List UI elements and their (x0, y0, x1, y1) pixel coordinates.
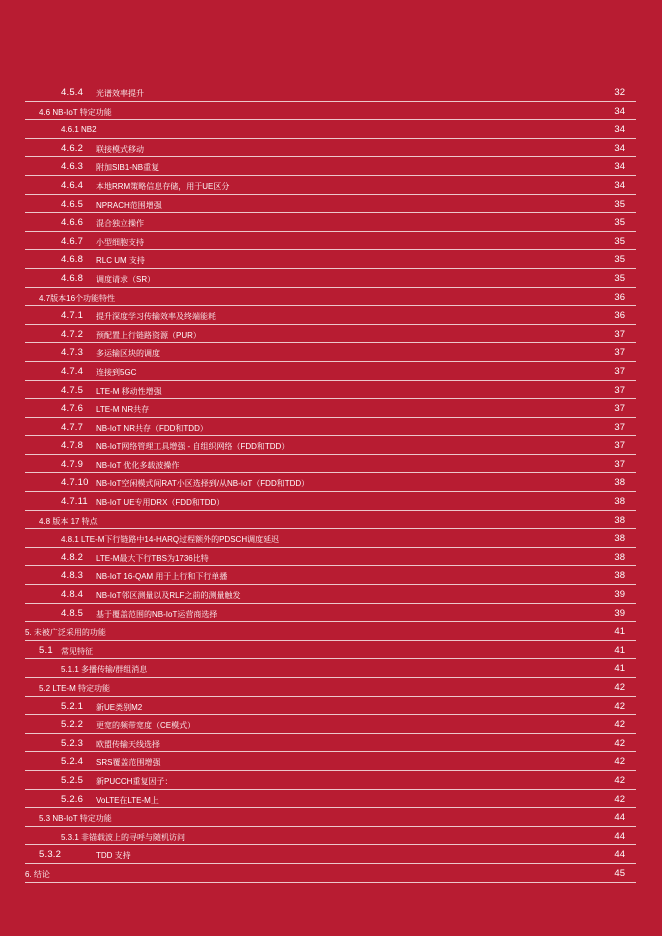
toc-entry-number: 4.6.3 (61, 161, 84, 173)
toc-entry-number: 4.7.6 (61, 403, 84, 415)
toc-entry-page-number: 35 (614, 254, 625, 266)
toc-entry-number: 5.2.6 (61, 793, 84, 805)
toc-entry-title: 连接到5GC (96, 367, 137, 377)
toc-entry-number: 4.6.2 (61, 142, 84, 154)
toc-entry-title: LTE-M NR共存 (96, 405, 150, 415)
toc-row[interactable] (25, 232, 636, 251)
toc-entry-page-number: 37 (614, 328, 625, 340)
toc-entry-page-number: 37 (614, 365, 625, 377)
toc-row[interactable] (25, 511, 636, 530)
toc-entry-page-number: 44 (614, 830, 625, 842)
toc-row[interactable] (25, 325, 636, 344)
toc-entry-title: RLC UM 支持 (96, 256, 145, 266)
toc-entry-title: 更宽的频带宽度（CE模式） (96, 721, 196, 731)
toc-entry-number: 5.1 (39, 644, 53, 656)
toc-entry-page-number: 38 (614, 570, 625, 582)
toc-entry-page-number: 42 (614, 719, 625, 731)
toc-entry-page-number: 37 (614, 347, 625, 359)
toc-entry-page-number: 37 (614, 440, 625, 452)
toc-entry-title: 4.8.1 LTE-M下行链路中14-HARQ过程额外的PDSCH调度延迟 (61, 535, 280, 545)
toc-entry-page-number: 38 (614, 496, 625, 508)
toc-entry-page-number: 37 (614, 458, 625, 470)
toc-row[interactable] (25, 827, 636, 846)
toc-entry-number: 4.8.3 (61, 570, 84, 582)
toc-entry-title: NB-IoT邻区测量以及RLF之前的测量触发 (96, 591, 241, 601)
toc-entry-page-number: 37 (614, 384, 625, 396)
toc-row[interactable] (25, 436, 636, 455)
toc-entry-page-number: 39 (614, 589, 625, 601)
toc-entry-page-number: 41 (614, 644, 625, 656)
toc-entry-page-number: 42 (614, 774, 625, 786)
toc-entry-title: 本地RRM策略信息存储，用于UE区分 (96, 181, 230, 191)
toc-entry-title: VoLTE在LTE-M上 (96, 795, 159, 805)
toc-entry-page-number: 36 (614, 291, 625, 303)
toc-row[interactable] (25, 585, 636, 604)
toc-entry-title: NB-IoT 优化多载波操作 (96, 460, 180, 470)
toc-row[interactable] (25, 808, 636, 827)
toc-row[interactable] (25, 250, 636, 269)
toc-entry-title: 基于覆盖范围的NB-IoT运营商选择 (96, 609, 218, 619)
toc-entry-title: 4.6.1 NB2 (61, 125, 97, 135)
toc-entry-title: 4.6 NB-IoT 特定功能 (39, 107, 112, 117)
toc-row[interactable] (25, 418, 636, 437)
toc-entry-number: 4.6.6 (61, 217, 84, 229)
toc-row[interactable] (25, 622, 636, 641)
toc-row[interactable] (25, 790, 636, 809)
toc-entry-title: 6. 结论 (25, 869, 50, 879)
toc-entry-title: 联接模式移动 (96, 144, 144, 154)
toc-row[interactable] (25, 83, 636, 102)
toc-entry-title: 多运输区块的调度 (96, 349, 160, 359)
toc-entry-number: 4.6.7 (61, 235, 84, 247)
toc-entry-number: 5.2.2 (61, 719, 84, 731)
toc-entry-title: NB-IoT网络管理工具增强 - 自组织网络（FDD和TDD） (96, 442, 290, 452)
toc-entry-number: 4.7.5 (61, 384, 84, 396)
toc-row[interactable] (25, 473, 636, 492)
toc-entry-page-number: 35 (614, 272, 625, 284)
toc-entry-title: 新UE类别M2 (96, 702, 143, 712)
toc-row[interactable] (25, 102, 636, 121)
toc-row[interactable] (25, 269, 636, 288)
toc-entry-title: LTE-M最大下行TBS为1736比特 (96, 553, 209, 563)
toc-row[interactable] (25, 604, 636, 623)
toc-row[interactable] (25, 157, 636, 176)
toc-entry-title: NB-IoT UE专用DRX（FDD和TDD） (96, 498, 225, 508)
toc-row[interactable] (25, 492, 636, 511)
toc-row[interactable] (25, 641, 636, 660)
toc-entry-title: 光谱效率提升 (96, 89, 144, 98)
toc-entry-title: 欧盟传输天线选择 (96, 739, 160, 749)
toc-entry-title: 5.3.1 非锚载波上的寻呼与随机访问 (61, 832, 186, 842)
toc-row[interactable] (25, 139, 636, 158)
toc-entry-number: 4.7.1 (61, 310, 84, 322)
toc-entry-page-number: 38 (614, 477, 625, 489)
toc-entry-title: 5.1.1 多播传输/群组消息 (61, 665, 148, 675)
toc-row[interactable] (25, 864, 636, 883)
toc-entry-page-number: 36 (614, 310, 625, 322)
toc-entry-number: 4.8.4 (61, 589, 84, 601)
toc-entry-title: 新PUCCH重复因子： (96, 776, 173, 786)
toc-entry-title: SRS覆盖范围增强 (96, 758, 161, 768)
toc-entry-title: 小型细胞支持 (96, 237, 144, 247)
toc-entry-page-number: 38 (614, 551, 625, 563)
toc-entry-number: 5.2.3 (61, 737, 84, 749)
toc-entry-page-number: 35 (614, 217, 625, 229)
toc-entry-number: 4.7.3 (61, 347, 84, 359)
toc-row[interactable] (25, 659, 636, 678)
toc-row[interactable] (25, 529, 636, 548)
toc-entry-page-number: 44 (614, 849, 625, 861)
toc-entry-page-number: 41 (614, 663, 625, 675)
toc-entry-page-number: 34 (614, 161, 625, 173)
toc-entry-number: 5.2.4 (61, 756, 84, 768)
toc-entry-number: 4.7.8 (61, 440, 84, 452)
toc-entry-number: 4.6.8 (61, 272, 84, 284)
toc-row[interactable] (25, 566, 636, 585)
toc-entry-number: 4.7.10 (61, 477, 89, 489)
toc-entry-title: 4.8 版本 17 特点 (39, 516, 98, 526)
toc-entry-number: 4.8.5 (61, 607, 84, 619)
toc-entry-title: 5.2 LTE-M 特定功能 (39, 684, 110, 693)
toc-entry-number: 5.2.5 (61, 774, 84, 786)
toc-entry-number: 4.7.2 (61, 328, 84, 340)
toc-entry-title: NB-IoT NR共存（FDD和TDD） (96, 423, 208, 433)
toc-entry-title: 附加SIB1-NB重复 (96, 163, 160, 173)
toc-row[interactable] (25, 734, 636, 753)
toc-entry-title: TDD 支持 (96, 851, 131, 861)
toc-entry-page-number: 42 (614, 700, 625, 712)
toc-entry-page-number: 42 (614, 682, 625, 693)
toc-row[interactable] (25, 678, 636, 697)
toc-entry-page-number: 35 (614, 235, 625, 247)
toc-entry-title: 常见特征 (61, 646, 93, 656)
toc-row[interactable] (25, 195, 636, 214)
toc-row[interactable] (25, 697, 636, 716)
toc-entry-title: NB-IoT 16-QAM 用于上行和下行单播 (96, 572, 228, 582)
toc-row[interactable] (25, 752, 636, 771)
toc-row[interactable] (25, 306, 636, 325)
toc-entry-page-number: 41 (614, 626, 625, 638)
toc-entry-page-number: 37 (614, 421, 625, 433)
toc-entry-page-number: 39 (614, 607, 625, 619)
toc-entry-number: 4.8.2 (61, 551, 84, 563)
toc-entry-title: 4.7版本16个功能特性 (39, 293, 116, 303)
toc-entry-page-number: 45 (614, 867, 625, 879)
toc-row[interactable] (25, 399, 636, 418)
toc-row[interactable] (25, 715, 636, 734)
toc-entry-title: 5.3 NB-IoT 特定功能 (39, 814, 112, 824)
toc-row[interactable] (25, 176, 636, 195)
toc-entry-page-number: 42 (614, 793, 625, 805)
toc-entry-number: 4.7.7 (61, 421, 84, 433)
toc-entry-title: 5. 未被广泛采用的功能 (25, 628, 106, 638)
toc-entry-page-number: 38 (614, 514, 625, 526)
toc-entry-page-number: 35 (614, 198, 625, 210)
toc-row[interactable] (25, 771, 636, 790)
toc-row[interactable] (25, 120, 636, 139)
toc-row[interactable] (25, 455, 636, 474)
toc-row[interactable] (25, 343, 636, 362)
toc-entry-title: 调度请求（SR） (96, 274, 156, 284)
toc-entry-number: 5.2.1 (61, 700, 84, 712)
toc-entry-number: 4.7.4 (61, 365, 84, 377)
toc-row[interactable] (25, 288, 636, 307)
toc-entry-page-number: 34 (614, 124, 625, 136)
toc-row[interactable] (25, 362, 636, 381)
toc-entry-title: NB-IoT空闲模式间RAT小区选择到/从NB-IoT（FDD和TDD） (96, 479, 310, 489)
toc-entry-title: 提升深度学习传输效率及终端能耗 (96, 312, 216, 322)
toc-entry-page-number: 34 (614, 179, 625, 191)
toc-entry-page-number: 34 (614, 142, 625, 154)
toc-entry-page-number: 42 (614, 756, 625, 768)
toc-entry-title: 预配置上行链路资源（PUR） (96, 330, 201, 340)
toc-entry-number: 4.6.4 (61, 179, 84, 191)
toc-row[interactable] (25, 381, 636, 400)
toc-entry-number: 4.7.11 (61, 496, 88, 508)
table-of-contents (25, 83, 636, 883)
toc-row[interactable] (25, 213, 636, 232)
toc-entry-number: 4.5.4 (61, 87, 84, 98)
toc-row[interactable] (25, 548, 636, 567)
toc-entry-page-number: 37 (614, 403, 625, 415)
toc-row[interactable] (25, 845, 636, 864)
toc-entry-number: 4.6.8 (61, 254, 84, 266)
toc-entry-title: LTE-M 移动性增强 (96, 386, 162, 396)
toc-entry-number: 5.3.2 (39, 849, 62, 861)
toc-entry-page-number: 34 (614, 105, 625, 117)
toc-entry-page-number: 44 (614, 812, 625, 824)
toc-entry-page-number: 38 (614, 533, 625, 545)
toc-entry-page-number: 32 (614, 87, 625, 98)
toc-entry-title: NPRACH范围增强 (96, 200, 162, 210)
toc-entry-number: 4.7.9 (61, 458, 84, 470)
toc-entry-title: 混合独立操作 (96, 219, 144, 229)
toc-entry-number: 4.6.5 (61, 198, 84, 210)
toc-entry-page-number: 42 (614, 737, 625, 749)
